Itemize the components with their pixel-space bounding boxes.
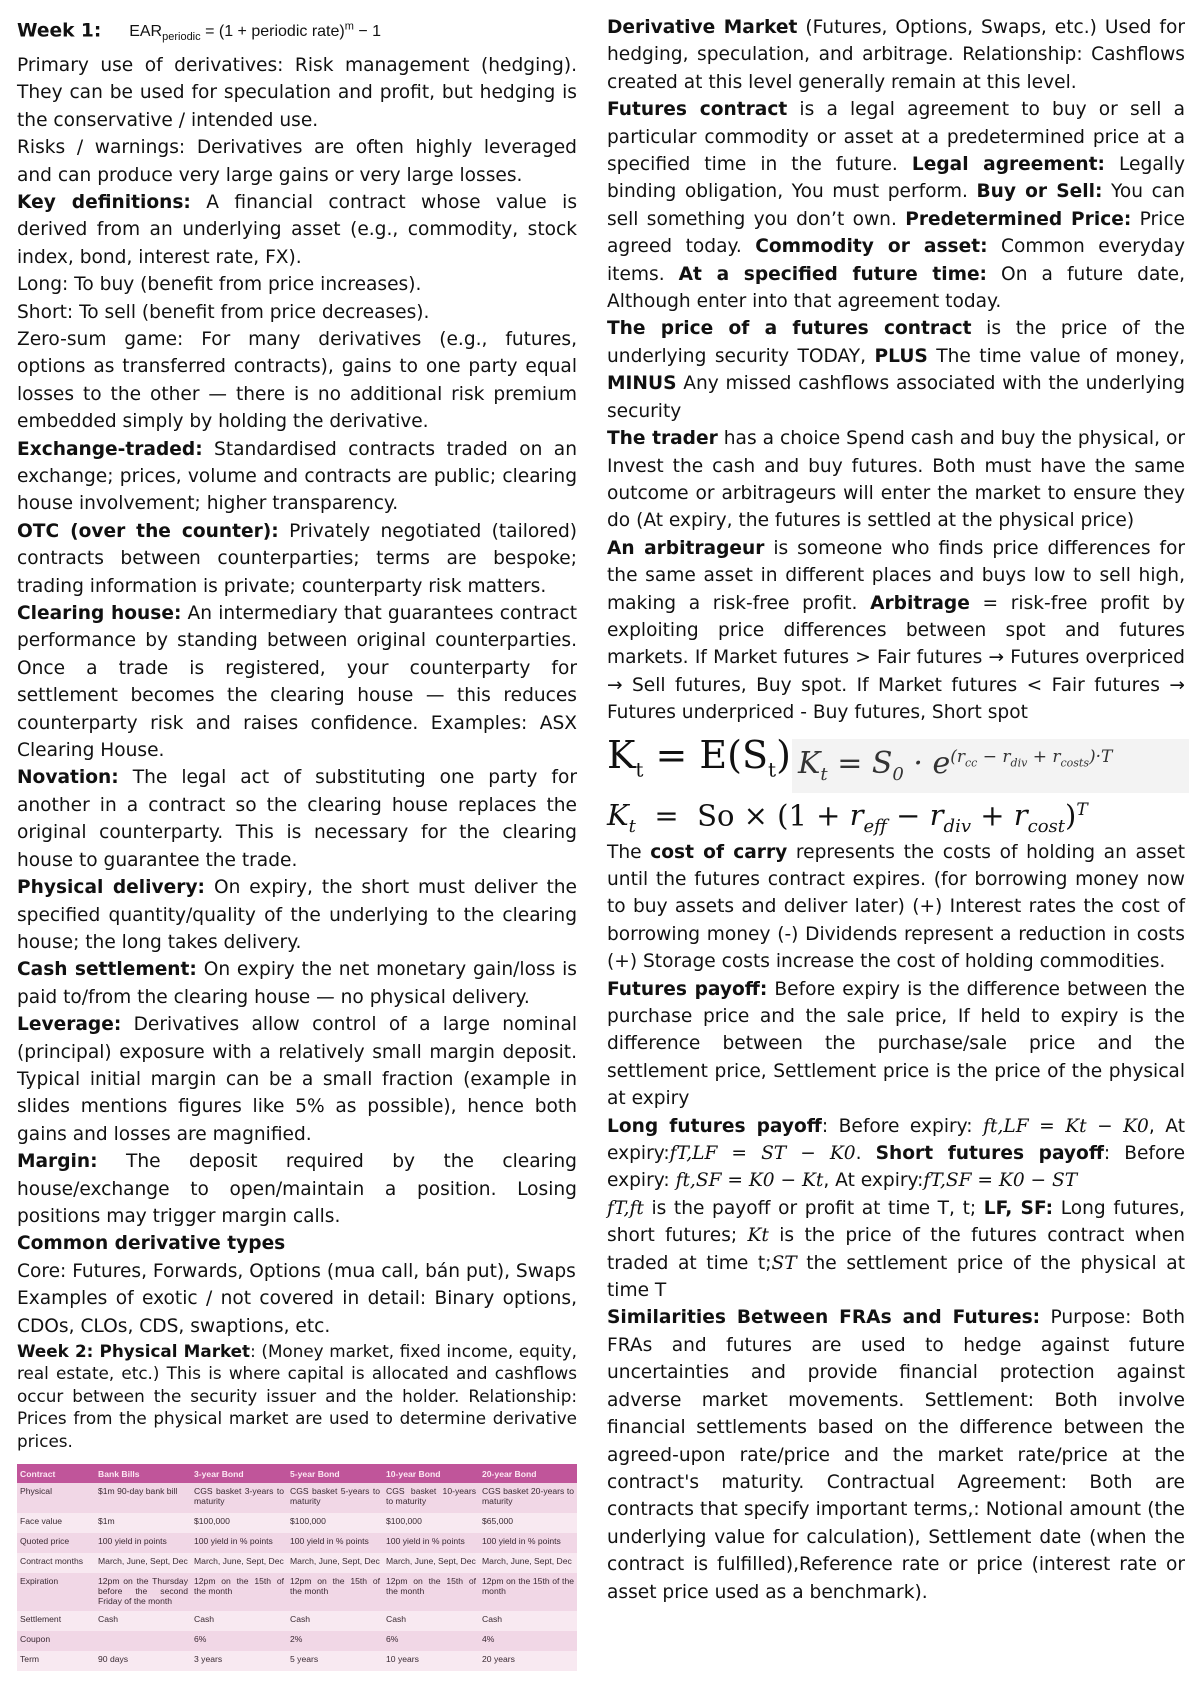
definition: is the payoff or profit at time T, t; [643,1197,984,1219]
table-cell: Settlement [17,1611,95,1631]
week2-paragraph [17,1340,577,1452]
table-cell: 100 yield in % points [383,1533,479,1553]
table-cell: March, June, Sept, Dec [383,1553,479,1573]
column-header: 20-year Bond [479,1464,577,1483]
left-column [17,14,577,1671]
term: PLUS [874,345,928,367]
column-header: 3-year Bond [191,1464,287,1483]
table-row [17,1611,577,1631]
table-cell: 100 yield in % points [191,1533,287,1553]
term: LF, SF: [983,1197,1054,1219]
definition: Privately negotiated (tailored) contracts between counterparties; terms are bespoke; trading information is private; counterparty risk matters. [17,520,578,597]
table-cell: 5 years [287,1651,383,1671]
term: Futures payoff: [607,978,768,1000]
paragraph [17,764,577,874]
term: Futures contract [607,99,788,121]
table-cell: Face value [17,1513,95,1533]
week2-label: Week 2: Physical Market [17,1341,251,1362]
term: Buy or Sell: [976,181,1103,203]
expected-spot-formula: $K_t = E(S_t)$ [607,732,791,782]
table-cell: $100,000 [383,1513,479,1533]
table-row [17,1533,577,1553]
table-cell: 90 days [95,1651,191,1671]
definition: The time value of money, [927,345,1185,367]
paragraph: Risks / warnings: Derivatives are often highly leveraged and can produce very large gains or very large losses. [17,137,577,186]
table-row [17,1553,577,1573]
table-cell: 4% [479,1631,577,1651]
column-header: Contract [17,1464,95,1483]
table-cell: 6% [191,1631,287,1651]
table-cell: 12pm on the 15th of the month [479,1573,577,1611]
table-cell: 2% [287,1631,383,1651]
paragraph [607,96,1185,315]
table-cell: Quoted price [17,1533,95,1553]
paragraph [607,839,1185,976]
table-row [17,1573,577,1611]
table-cell: CGS basket 20-years to maturity [479,1483,577,1513]
table-cell: 100 yield in % points [287,1533,383,1553]
table-cell: CGS basket 5-years to maturity [287,1483,383,1513]
paragraph [607,1195,1185,1305]
definition: Legally binding obligation, You must perform. [607,154,1185,203]
table-cell: Coupon [17,1631,95,1651]
paragraph [607,425,1185,535]
term: Cash settlement: [17,959,197,981]
right-column [607,14,1185,1606]
definition: . [855,1143,876,1165]
table-cell: 12pm on the Thursday before the second Friday of the month [95,1573,191,1611]
term: Key definitions: [17,191,191,213]
column-header: Bank Bills [95,1464,191,1483]
formula: fT,SF = K0 − ST [923,1170,1078,1192]
contract-specs-table [17,1464,577,1671]
paragraph: Short: To sell (benefit from price decreases). [17,301,430,323]
term: Long futures payoff [607,1115,822,1137]
definition: A financial contract whose value is derived from an underlying asset (e.g., commodity, stock index, bond, interest rate, FX). [17,191,578,268]
table-cell: 12pm on the 15th of the month [383,1573,479,1611]
formula: fT,LF = ST − K0 [669,1143,856,1165]
definition: You can sell something you don’t own. [607,181,1185,230]
paragraph [607,1304,1185,1605]
term: Predetermined Price: [905,208,1132,230]
table-cell: $100,000 [287,1513,383,1533]
paragraph [17,1148,577,1230]
table-cell: Cash [95,1611,191,1631]
paragraph [17,956,577,1011]
definition: The legal act of substituting one party for another in a contract so the clearing house replaces the original counterparty. This is necessary for the clearing house to guarantee the trade. [17,767,577,871]
table-cell: $65,000 [479,1513,577,1533]
table-cell: CGS basket 3-years to maturity [191,1483,287,1513]
formula: ST [771,1252,797,1274]
table-cell: $1m 90-day bank bill [95,1483,191,1513]
term: MINUS [607,373,677,395]
term: Derivative Market [607,17,798,38]
definition: On a future date, Although enter into that agreement today. [607,263,1185,313]
definition: is someone who finds price differences for the same asset in different places and buys low to sell high, making a risk-free profit. [607,537,1185,614]
definition: represents the costs of holding an asset until the futures contract expires. (for borrowing money now to buy assets and deliver later) (+) Interest rates the cost of borrowing money (-) Dividends represent a reduction in costs (+) Storage costs increase the cost of holding commodities. [607,841,1185,973]
definition: Purpose: Both FRAs and futures are used to hedge against future uncertainties and provide financial protection against adverse market movements. Settlement: Both involve financial settlements based on the difference between the agreed-upon rate/price and the market rate/price at the contract's maturity. Contractual Agreement: Both are contracts that specify important terms,: Notional amount (the underlying value for calculation), Settlement date (when the contract is fulfilled),Reference rate or price (interest rate or asset price used as a benchmark). [607,1307,1185,1603]
table-cell: March, June, Sept, Dec [287,1553,383,1573]
term: The trader [607,428,718,450]
section-heading-text: Common derivative types [17,1233,286,1255]
table-row [17,1631,577,1651]
table-cell: Cash [287,1611,383,1631]
paragraph [607,976,1185,1113]
definition: is a legal agreement to buy or sell a particular commodity or asset at a predetermined price at a specified time in the future. [607,99,1185,176]
term: Exchange-traded: [17,438,203,460]
table-cell: Contract months [17,1553,95,1573]
table-cell: Physical [17,1483,95,1513]
table-cell: 6% [383,1631,479,1651]
table-cell: March, June, Sept, Dec [95,1553,191,1573]
definition: , At expiry: [823,1170,924,1192]
formula: Kt [747,1225,769,1247]
table-cell: 10 years [383,1651,479,1671]
term: Arbitrage [870,592,970,614]
definition: Before expiry is the difference between the purchase price and the sale price, If held to expiry is the difference between the purchase/sale price and the settlement price, Settlement price is the price of the physical at expiry [607,978,1185,1110]
table-cell: Cash [479,1611,577,1631]
table-header-row [17,1464,577,1483]
ear-formula: $EAR_{periodic} = (1$ + periodic rate)$^m$ − 1 [129,21,382,44]
table-cell: 100 yield in % points [479,1533,577,1553]
definition: , At expiry: [607,1115,1185,1165]
paragraph [607,535,1185,727]
formula: ft,SF = K0 − Kt [675,1170,824,1192]
table-cell: $1m [95,1513,191,1533]
term: Novation: [17,767,119,789]
table-row [17,1651,577,1671]
definition: The deposit required by the clearing house/exchange to open/maintain a position. Losing positions may trigger margin calls. [17,1151,577,1227]
term: Short futures payoff [875,1143,1104,1165]
definition: = risk-free profit by exploiting price differences between spot and futures markets. If Market futures > Fair futures → Futures overpriced → Sell futures, Buy spot. If Market futures < Fair futures → Futures underpriced - Buy futures, Short spot [607,592,1185,724]
definition: is the price of the underlying security TODAY, [607,318,1185,367]
table-cell: March, June, Sept, Dec [479,1553,577,1573]
paragraph [17,874,577,956]
column-header: 10-year Bond [383,1464,479,1483]
term: Clearing house: [17,603,182,625]
definition: : (Money market, fixed income, equity, real estate, etc.) This is where capital is allocated and cashflows occur between the security issuer and the holder. Relationship: Prices from the physical market are used to determine derivative prices. [17,1341,577,1451]
table-cell: Cash [383,1611,479,1631]
term: Similarities Between FRAs and Futures: [607,1307,1041,1329]
table-row [17,1513,577,1533]
table-row [17,1483,577,1513]
definition: Common everyday items. [607,236,1186,285]
definition: The [607,841,651,863]
definition: On expiry the net monetary gain/loss is paid to/from the clearing house — no physical delivery. [17,959,577,1008]
futures-price-formula-row [607,729,1185,787]
paragraph: Zero-sum game: For many derivatives (e.g., futures, options as transferred contracts), gains to one party equal losses to the other — there is no additional risk premium embedded simply by holding the derivative. [17,328,577,433]
term: Physical delivery: [17,877,205,899]
term: Margin: [17,1151,98,1173]
formula: fT,ft [607,1197,644,1219]
term: Legal agreement: [911,154,1105,176]
paragraph: Long: To buy (benefit from price increases). [17,274,422,296]
paragraph [17,189,577,271]
table-cell: Expiration [17,1573,95,1611]
definition: is the price of the futures contract when traded at time t; [607,1225,1186,1274]
paragraph [17,436,577,518]
term: OTC (over the counter): [17,520,279,542]
definition: : Before expiry: [607,1143,1186,1192]
definition: Derivatives allow control of a large nominal (principal) exposure with a relatively small margin deposit. Typical initial margin can be a small fraction (example in slides mentions figures like 5% as possible), hence both gains and losses are magnified. [17,1014,577,1145]
table-cell: 100 yield in points [95,1533,191,1553]
table-cell: Cash [191,1611,287,1631]
definition: has a choice Spend cash and buy the physical, or Invest the cash and buy futures. Both must have the same outcome or arbitrageurs will enter the market to ensure they do (At expiry, the futures is settled at the physical price) [607,428,1186,532]
definition: An intermediary that guarantees contract performance by standing between original counterparties. Once a trade is registered, your counterparty for settlement becomes the clearing house — this reduces counterparty risk and raises confidence. Examples: ASX Clearing House. [17,603,577,762]
table-cell: $100,000 [191,1513,287,1533]
discrete-futures-formula: $K_t = So \times (1 + r_{eff} - r_{div} + r_{cost})^T$ [607,798,1088,838]
table-cell: March, June, Sept, Dec [191,1553,287,1573]
definition: Long futures, short futures; [607,1197,1185,1247]
paragraph [607,14,1185,96]
paragraph [17,1011,577,1148]
definition: (Futures, Options, Swaps, etc.) Used for hedging, speculation, and arbitrage. Relationship: Cashflows created at this level generally remain at this level. [607,17,1185,93]
definition: Any missed cashflows associated with the underlying security [607,373,1185,422]
paragraph: Examples of exotic / not covered in detail: Binary options, CDOs, CLOs, CDS, swaptions, etc. [17,1288,577,1337]
formula: ft,LF = Kt − K0 [983,1115,1149,1137]
paragraph: Primary use of derivatives: Risk management (hedging). They can be used for speculation and profit, but hedging is the conservative / intended use. [17,54,577,131]
term: The price of a futures contract [607,318,972,340]
table-cell: 12pm on the 15th of the month [191,1573,287,1611]
term: Leverage: [17,1014,122,1036]
contract-table-wrapper [17,1464,577,1671]
definition: Standardised contracts traded on an exchange; prices, volume and contracts are public; clearing house involvement; higher transparency. [17,438,577,515]
column-header: 5-year Bond [287,1464,383,1483]
table-cell: 3 years [191,1651,287,1671]
paragraph [17,518,577,600]
definition: the settlement price of the physical at time T [607,1252,1185,1302]
table-cell: 12pm on the 15th of the month [287,1573,383,1611]
table-cell [95,1631,191,1651]
week1-label: Week 1: [17,20,102,42]
definition: : Before expiry: [821,1115,984,1137]
continuous-futures-formula: $K_t = S_0 \cdot e^{(r_{cc} - r_{div} + r_{costs})\cdot T}$ [792,739,1189,793]
term: cost of carry [650,841,788,863]
term: An arbitrageur [607,537,765,559]
table-cell: CGS basket 10-years to maturity [383,1483,479,1513]
section-heading [17,1230,577,1257]
paragraph [607,1113,1185,1195]
paragraph: Core: Futures, Forwards, Options (mua call, bán put), Swaps [17,1260,576,1282]
week1-heading [17,14,577,52]
paragraph [607,315,1185,425]
definition: On expiry, the short must deliver the specified quantity/quality of the underlying to the clearing house; the long takes delivery. [17,877,577,953]
table-cell: 20 years [479,1651,577,1671]
paragraph [17,600,577,764]
term: Commodity or asset: [755,236,988,258]
table-cell: Term [17,1651,95,1671]
term: At a specified future time: [678,263,987,285]
definition: Price agreed today. [607,208,1185,258]
